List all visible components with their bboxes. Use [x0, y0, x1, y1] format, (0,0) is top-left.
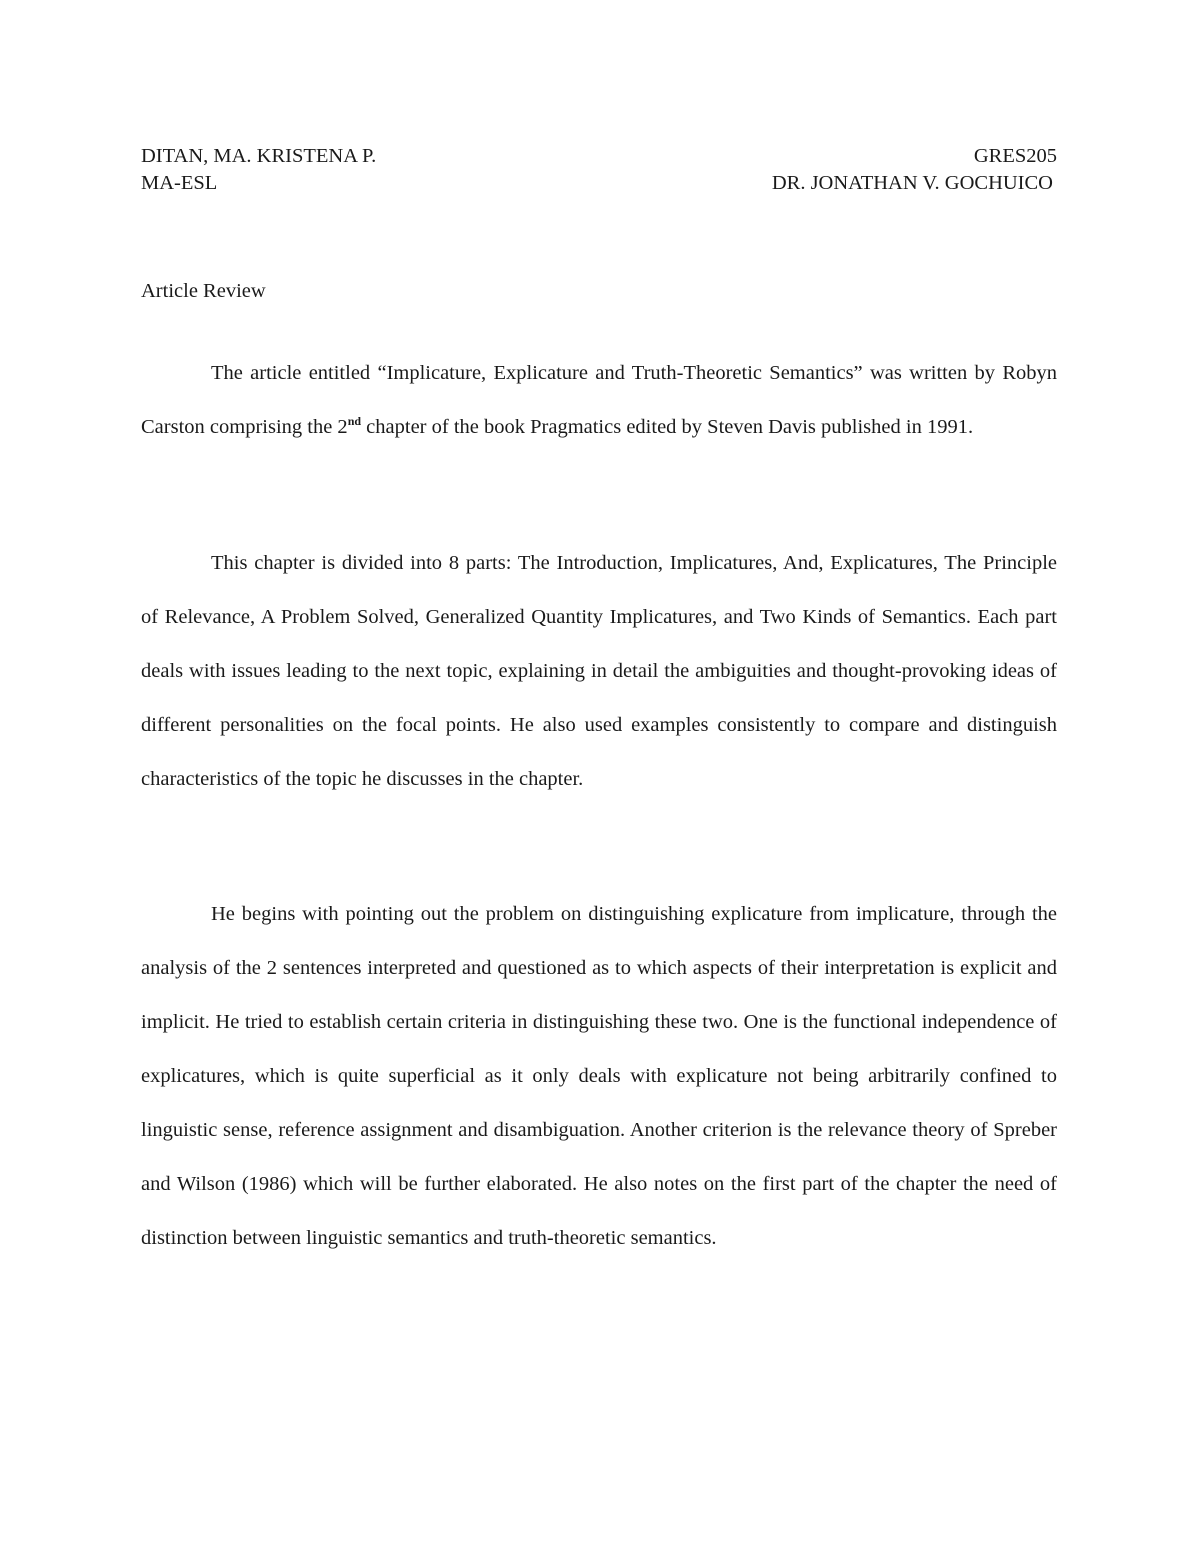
paragraph-3 [141, 887, 1057, 1265]
professor-name: DR. JONATHAN V. GOCHUICO [771, 172, 1053, 194]
paragraph-3-text: He begins with pointing out the problem on distinguishing explicature from implicature, through the analysis of the 2 sentences interpreted and questioned as to which aspects of their interpretation is explicit and implicit. He tried to establish certain criteria in distinguishing these two. One is the functional independence of explicatures, which is quite superficial as it only deals with explicature not being arbitrarily confined to linguistic sense, reference assignment and disambiguation. Another criterion is the relevance theory of Spreber and Wilson (1986) which will be further elaborated. He also notes on the first part of the chapter the need of distinction between linguistic semantics and truth-theoretic semantics. [141, 903, 1057, 1249]
paragraph-2-text: This chapter is divided into 8 parts: The Introduction, Implicatures, And, Explicatures, The Principle of Relevance, A Problem Solved, Generalized Quantity Implicatures, and Two Kinds of Semantics. Each part deals with issues leading to the next topic, explaining in detail the ambiguities and thought-provoking ideas of different personalities on the focal points. He also used examples consistently to compare and distinguish characteristics of the topic he discusses in the chapter. [141, 552, 1057, 790]
paragraph-1-text-start: The article entitled “Implicature, Explicature and Truth-Theoretic Semantics” was written by Robyn Carston comprising the 2 [141, 362, 1057, 438]
document-header [141, 143, 1057, 197]
header-row-2 [141, 170, 1057, 197]
program-name: MA-ESL [141, 172, 218, 194]
paragraph-2 [141, 536, 1057, 806]
student-name: DITAN, MA. KRISTENA P. [141, 145, 377, 167]
ordinal-superscript: nd [347, 414, 362, 429]
paragraph-1 [141, 346, 1057, 454]
course-code: GRES205 [973, 145, 1057, 167]
document-title: Article Review [141, 280, 266, 302]
paragraph-1-text-end: chapter of the book Pragmatics edited by Steven Davis published in 1991. [361, 416, 974, 438]
header-row-1 [141, 143, 1057, 170]
